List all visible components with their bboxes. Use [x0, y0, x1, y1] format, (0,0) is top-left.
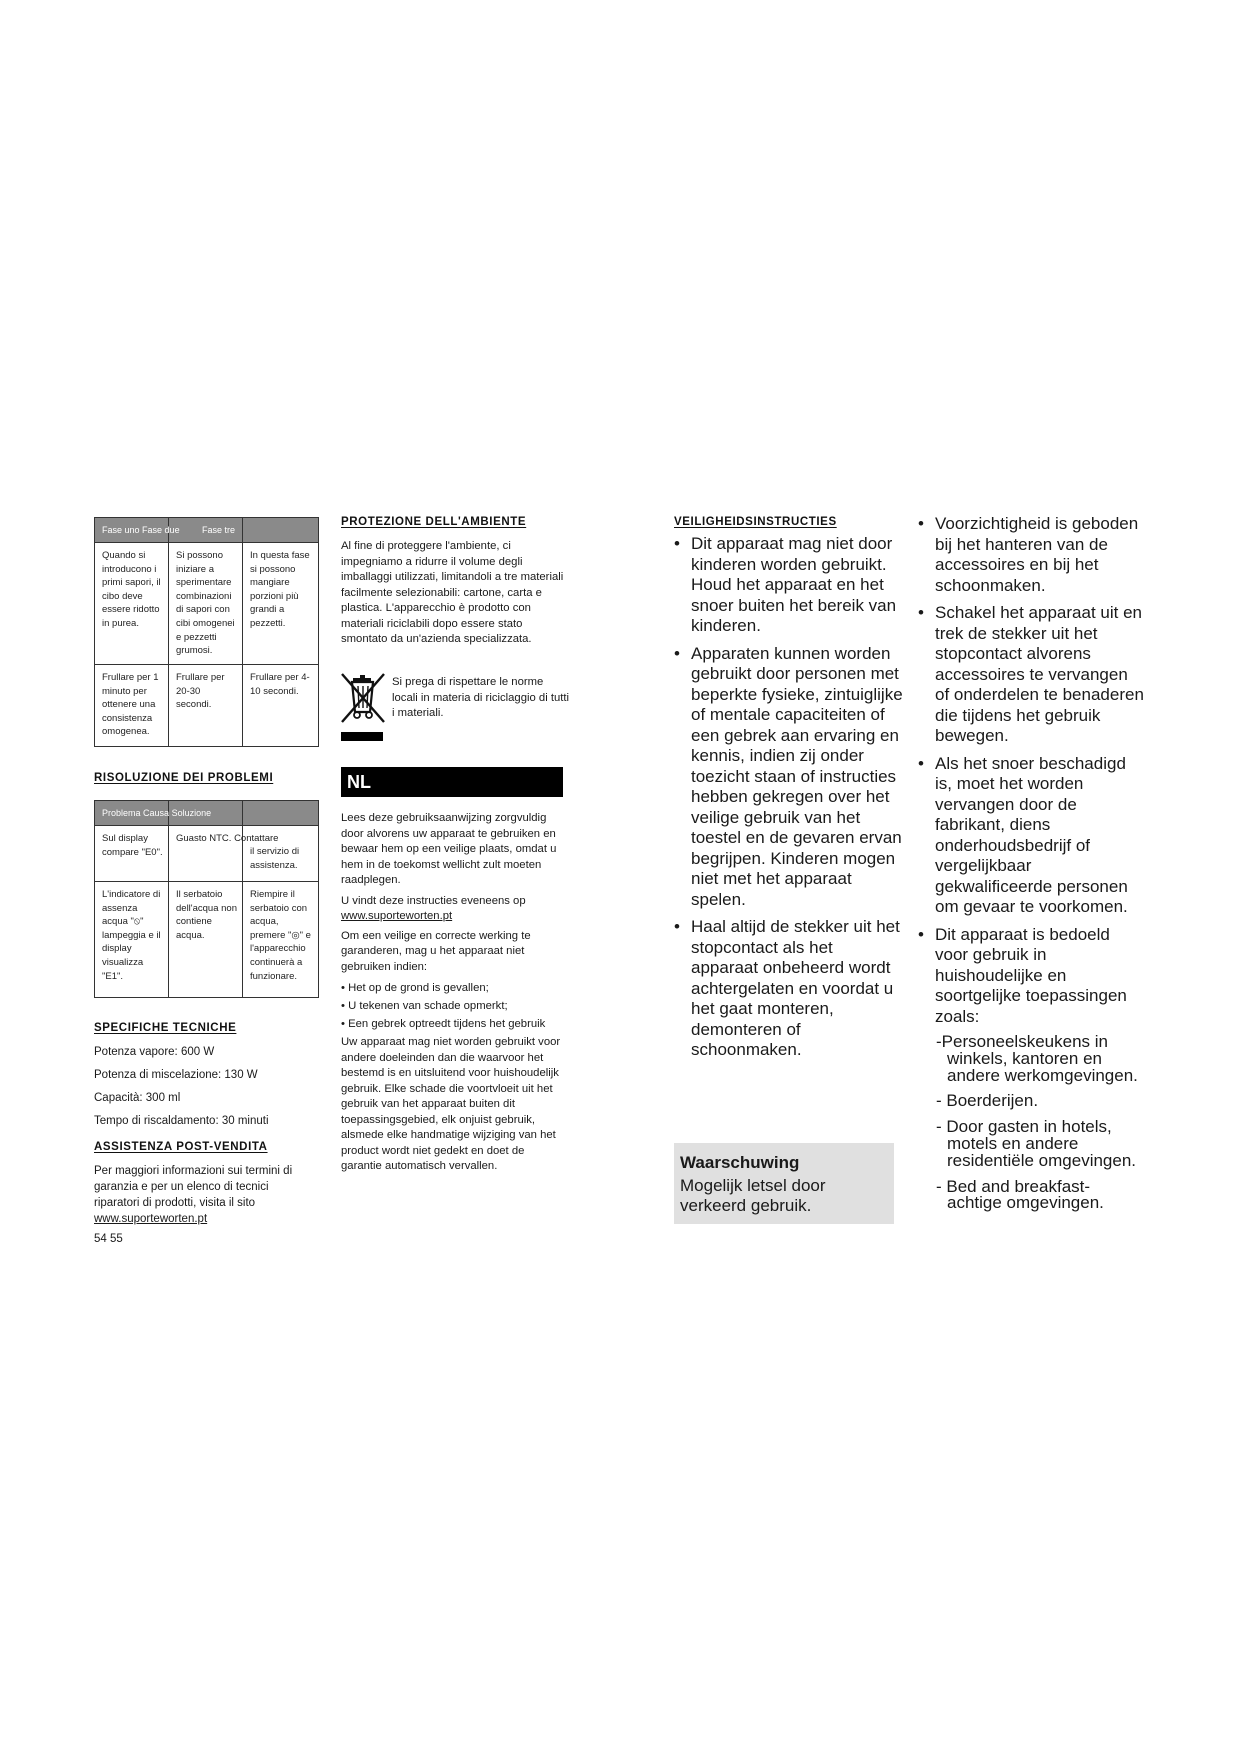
phases-header-cell	[243, 518, 319, 543]
troubleshooting-table	[94, 800, 319, 998]
table-cell: Si possono iniziare a sperimentare combinazioni di sapori con cibi omogenei e pezzetti grumosi.	[169, 543, 243, 665]
nl-intro-p4: Uw apparaat mag niet worden gebruikt voor andere doeleinden dan die waarvoor het bestemd is en uitsluitend voor huishoudelijk gebruik. Elke schade die voortvloeit uit het gebruik van het apparaat buiten dit toepassingsgebied, elk onjuist gebruik, alsmede elke handmatige wijziging van het product wordt niet gedekt en doet de garantie automatisch vervallen.	[341, 1036, 561, 1172]
list-item: • Dit apparaat is bedoeld voor gebruik in huishoudelijke en soortgelijke toepassingen zoals:	[918, 924, 1127, 1026]
after-sales-section	[94, 1141, 309, 1245]
safety-title: VEILIGHEIDSINSTRUCTIES	[674, 516, 837, 528]
phases-header-cell: Fase tre	[169, 518, 243, 543]
table-cell: il servizio di assistenza.	[243, 826, 319, 882]
phases-table	[94, 517, 319, 747]
table-cell: L'indicatore di assenza acqua "⦸" lampeggia e il display visualizza "E1".	[95, 882, 169, 998]
after-sales-link[interactable]: www.suporteworten.pt	[94, 1213, 208, 1225]
nl-intro-p2: U vindt deze instructies eveneens op	[341, 894, 526, 907]
environment-title: PROTEZIONE DELL'AMBIENTE	[341, 516, 527, 528]
troubleshooting-header-cell	[243, 801, 319, 826]
spec-line: Potenza di miscelazione: 130 W	[94, 1069, 258, 1081]
list-item: • Apparaten kunnen worden gebruikt door personen met beperkte fysieke, zintuiglijke of mentale capaciteiten of een gebrek aan ervaring en kennis, indien zij onder toezicht staan of instructies hebben gekregen over het veilige gebruik van het toestel en de gevaren ervan begrijpen. Kinderen mogen niet met het apparaat spelen.	[674, 643, 903, 909]
page-numbers: 54 55	[94, 1233, 123, 1245]
table-cell: Sul display compare "E0".	[95, 826, 169, 882]
environment-text: Al fine di proteggere l'ambiente, ci impegniamo a ridurre il volume degli imballaggi utilizzati, limitandoli a tre materiali facilmente selezionabili: cartone, carta e plastica. L'apparecchio è prodotto con materiali riciclabili dopo essere stato smontato da un'azienda specializzata.	[341, 540, 564, 645]
nl-intro-bullets	[341, 981, 566, 1032]
weee-bin-icon	[338, 672, 388, 724]
usage-sub-list	[936, 1034, 1144, 1212]
warning-text: Mogelijk letsel door verkeerd gebruik.	[680, 1176, 826, 1215]
troubleshooting-header-cell: Problema Causa Soluzione	[95, 801, 169, 826]
nl-intro-section	[341, 811, 566, 1175]
spec-line: Tempo di riscaldamento: 30 minuti	[94, 1115, 269, 1127]
table-cell: Frullare per 1 minuto per ottenere una consistenza omogenea.	[95, 665, 169, 747]
table-cell: Riempire il serbatoio con acqua, premere "◎" e l'apparecchio continuerà a funzionare.	[243, 882, 319, 998]
table-cell: Guasto NTC. Contattare	[169, 826, 243, 882]
safety-bullets-col4	[918, 514, 1144, 1027]
list-item: • Dit apparaat mag niet door kinderen worden gebruikt. Houd het apparaat en het snoer buiten het bereik van kinderen.	[674, 534, 897, 635]
recycle-note: Si prega di rispettare le norme locali in materia di riciclaggio di tutti i materiali.	[392, 676, 570, 719]
table-cell: Frullare per 20-30 secondi.	[169, 665, 243, 747]
warning-box	[674, 1143, 894, 1224]
list-item: • Het op de grond is gevallen;	[341, 982, 489, 994]
table-cell: Il serbatoio dell'acqua non contiene acqua.	[169, 882, 243, 998]
environment-section	[341, 516, 566, 648]
nl-intro-p1: Lees deze gebruiksaanwijzing zorgvuldig door alvorens uw apparaat te gebruiken en bewaar hem op een veilige plaats, omdat u hem in de toekomst wellicht zult moeten raadplegen.	[341, 812, 557, 886]
list-item: - Bed and breakfast-achtige omgevingen.	[936, 1176, 1104, 1213]
safety-section	[674, 516, 904, 1068]
troubleshooting-title: RISOLUZIONE DEI PROBLEMI	[94, 772, 274, 784]
list-item: -Personeelskeukens in winkels, kantoren en andere werkomgevingen.	[936, 1032, 1138, 1085]
after-sales-title: ASSISTENZA POST-VENDITA	[94, 1141, 268, 1153]
nl-language-bar: NL	[341, 767, 563, 797]
list-item: • U tekenen van schade opmerkt;	[341, 1000, 508, 1012]
spec-line: Potenza vapore: 600 W	[94, 1046, 215, 1058]
safety-bullets-col3	[674, 534, 904, 1061]
troubleshooting-table-wrap	[94, 800, 319, 998]
list-item: • Voorzichtigheid is geboden bij het hanteren van de accessoires en bij het schoonmaken.	[918, 514, 1139, 595]
list-item: • Als het snoer beschadigd is, moet het worden vervangen door de fabrikant, diens onderhoudsbedrijf of vergelijkbaar gekwalificeerde personen om gevaar te voorkomen.	[918, 753, 1128, 916]
list-item: - Door gasten in hotels, motels en andere residentiële omgevingen.	[936, 1117, 1137, 1170]
warning-title: Waarschuwing	[680, 1153, 800, 1172]
table-cell: Quando si introducono i primi sapori, il cibo deve essere ridotto in purea.	[95, 543, 169, 665]
list-item: - Boerderijen.	[936, 1091, 1039, 1111]
list-item: • Haal altijd de stekker uit het stopcontact als het apparaat onbeheerd wordt achtergelaten en voordat u het gaat monteren, demonteren of schoonmaken.	[674, 917, 900, 1059]
phases-header-cell: Fase uno Fase due	[95, 518, 169, 543]
table-cell: Frullare per 4-10 secondi.	[243, 665, 319, 747]
list-item: • Schakel het apparaat uit en trek de stekker uit het stopcontact alvorens accessoires te vervangen of onderdelen te benaderen die tijdens het gebruik bewegen.	[918, 603, 1144, 745]
specs-title: SPECIFICHE TECNICHE	[94, 1022, 237, 1034]
spec-line: Capacità: 300 ml	[94, 1092, 181, 1104]
after-sales-text: Per maggiori informazioni sui termini di garanzia e per un elenco di tecnici riparatori di prodotti, visita il sito www.suporteworten.pt	[94, 1165, 293, 1225]
list-item: • Een gebrek optreedt tijdens het gebruik	[341, 1018, 546, 1030]
phases-table-wrap	[94, 517, 319, 747]
specs-section	[94, 1022, 324, 1137]
divider-bar	[341, 732, 383, 741]
nl-intro-p3: Om een veilige en correcte werking te garanderen, mag u het apparaat niet gebruiken indien:	[341, 929, 531, 973]
nl-intro-link[interactable]: www.suporteworten.pt	[341, 910, 453, 922]
table-cell: In questa fase si possono mangiare porzioni più grandi a pezzetti.	[243, 543, 319, 665]
safety-col4	[918, 514, 1144, 1221]
